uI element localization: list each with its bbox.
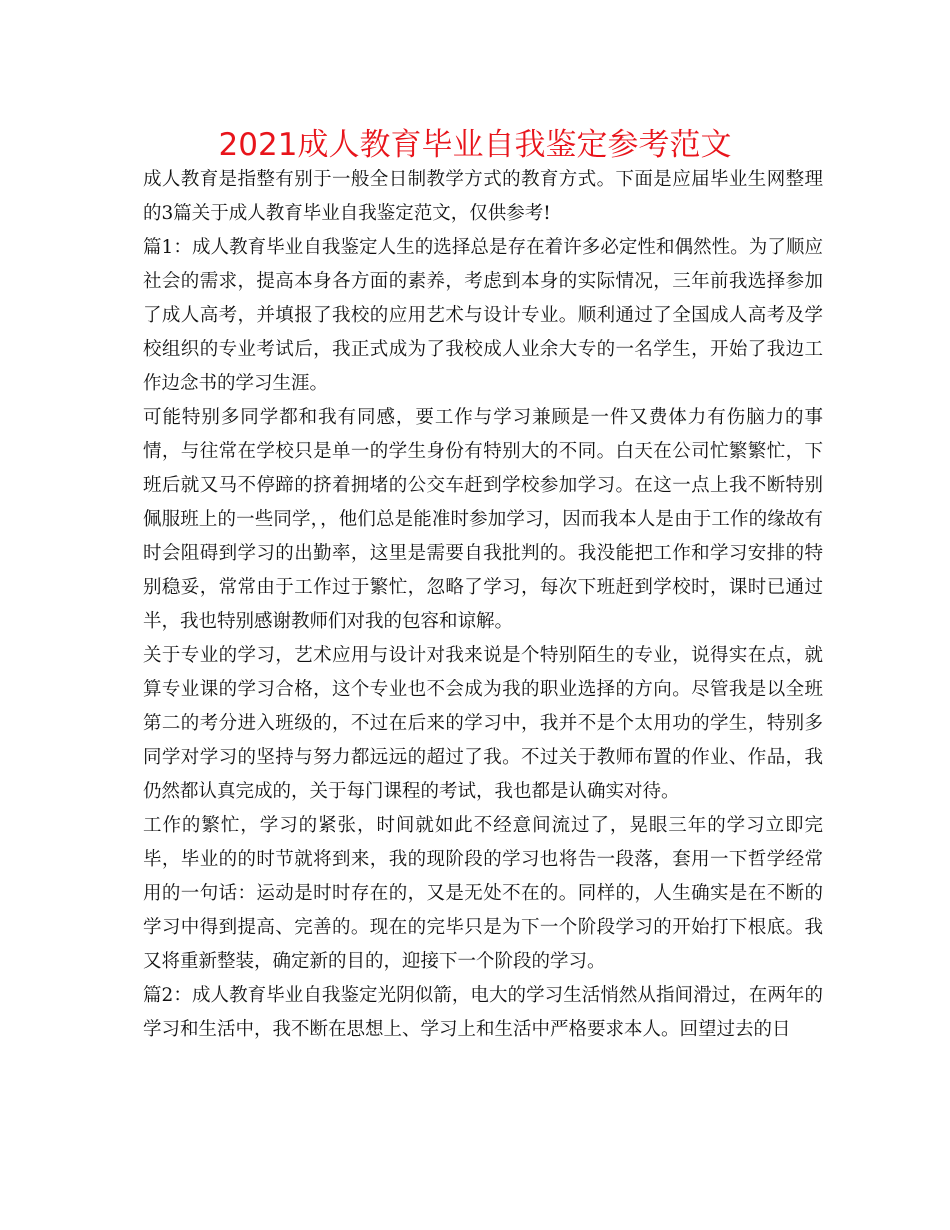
paragraph-article-1-intro: 篇1：成人教育毕业自我鉴定人生的选择总是存在着许多必定性和偶然性。为了顺应社会的需求，提高本身各方面的素养，考虑到本身的实际情况，三年前我选择参加了成人高考，并填报了我校的应用艺术与设计专业。顺利通过了全国成人高考及学校组织的专业考试后，我正式成为了我校成人业余大专的一名学生，开始了我边工作边念书的学习生涯。	[143, 237, 823, 394]
paragraph-intro: 成人教育是指整有别于一般全日制教学方式的教育方式。下面是应届毕业生网整理的3篇关于成人教育毕业自我鉴定范文，仅供参考!	[143, 169, 823, 224]
paragraph-graduation: 工作的繁忙，学习的紧张，时间就如此不经意间流过了，晃眼三年的学习立即完毕，毕业的的时节就将到来，我的现阶段的学习也将告一段落，套用一下哲学经常用的一句话：运动是时时存在的，又是无处不在的。同样的，人生确实是在不断的学习中得到提高、完善的。现在的完毕只是为下一个阶段学习的开始打下根底。我又将重新整装，确定新的目的，迎接下一个阶段的学习。	[143, 815, 823, 972]
paragraph-major-study: 关于专业的学习，艺术应用与设计对我来说是个特别陌生的专业，说得实在点，就算专业课的学习合格，这个专业也不会成为我的职业选择的方向。尽管我是以全班第二的考分进入班级的，不过在后来的学习中，我并不是个太用功的学生，特别多同学对学习的坚持与努力都远远的超过了我。不过关于教师布置的作业、作品，我仍然都认真完成的，关于每门课程的考试，我也都是认确实对待。	[143, 645, 823, 802]
paragraph-work-and-study: 可能特别多同学都和我有同感，要工作与学习兼顾是一件又费体力有伤脑力的事情，与往常在学校只是单一的学生身份有特别大的不同。白天在公司忙繁繁忙，下班后就又马不停蹄的挤着拥堵的公交车赶到学校参加学习。在这一点上我不断特别佩服班上的一些同学，，他们总是能准时参加学习，因而我本人是由于工作的缘故有时会阻碍到学习的出勤率，这里是需要自我批判的。我没能把工作和学习安排的特别稳妥，常常由于工作过于繁忙，忽略了学习，每次下班赶到学校时，课时已通过半，我也特别感谢教师们对我的包容和谅解。	[143, 407, 823, 632]
document-title: 2021成人教育毕业自我鉴定参考范文	[218, 127, 732, 163]
paragraph-article-2-intro: 篇2：成人教育毕业自我鉴定光阴似箭，电大的学习生活悄然从指间滑过，在两年的学习和生活中，我不断在思想上、学习上和生活中严格要求本人。回望过去的日	[143, 985, 823, 1040]
document-body	[143, 163, 823, 1047]
